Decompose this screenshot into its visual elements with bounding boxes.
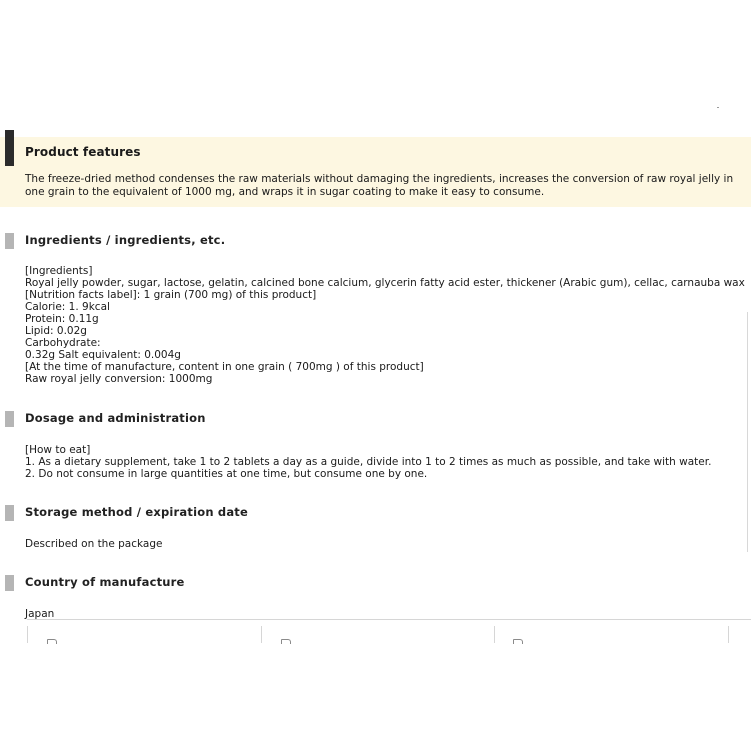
ingredients-line: 0.32g Salt equivalent: 0.004g bbox=[25, 349, 181, 361]
section-marker-bar bbox=[5, 575, 14, 591]
product-features-title: Product features bbox=[25, 145, 141, 159]
storage-title: Storage method / expiration date bbox=[25, 505, 248, 519]
ingredients-line: Carbohydrate: bbox=[25, 337, 101, 349]
tab-divider bbox=[27, 626, 28, 643]
product-features-text: The freeze-dried method condenses the raw materials without damaging the ingredients, increases the conversion of raw royal jelly in one grain to the equivalent of 1000 mg, and wraps it in sugar coating to make it easy to consume. bbox=[25, 173, 734, 198]
ingredients-line: [Nutrition facts label]: 1 grain (700 mg) of this product] bbox=[25, 289, 317, 301]
country-title: Country of manufacture bbox=[25, 575, 185, 589]
document-icon[interactable] bbox=[513, 639, 523, 644]
ingredients-line: [Ingredients] bbox=[25, 265, 93, 277]
dosage-body bbox=[25, 444, 741, 480]
ingredients-line: Lipid: 0.02g bbox=[25, 325, 87, 337]
ingredients-body bbox=[25, 265, 745, 385]
scroll-edge bbox=[747, 312, 748, 552]
document-icon[interactable] bbox=[281, 639, 291, 644]
ingredients-line: [At the time of manufacture, content in one grain ( 700mg ) of this product] bbox=[25, 361, 424, 373]
stray-mark bbox=[717, 107, 719, 108]
ingredients-line: Protein: 0.11g bbox=[25, 313, 99, 325]
dosage-line: 1. As a dietary supplement, take 1 to 2 tablets a day as a guide, divide into 1 to 2 times as much as possible, and take with water. bbox=[25, 456, 712, 468]
ingredients-line: Calorie: 1. 9kcal bbox=[25, 301, 110, 313]
document-icon[interactable] bbox=[47, 639, 57, 644]
country-text: Japan bbox=[25, 608, 55, 620]
dosage-line: 2. Do not consume in large quantities at one time, but consume one by one. bbox=[25, 468, 428, 480]
ingredients-title: Ingredients / ingredients, etc. bbox=[25, 233, 226, 247]
storage-text: Described on the package bbox=[25, 538, 163, 550]
section-marker-bar bbox=[5, 505, 14, 521]
section-marker-bar bbox=[5, 233, 14, 249]
dosage-title: Dosage and administration bbox=[25, 411, 206, 425]
bottom-tab-strip bbox=[27, 619, 751, 644]
ingredients-line: Royal jelly powder, sugar, lactose, gelatin, calcined bone calcium, glycerin fatty acid ester, thickener (Arabic gum), cellac, carnauba wax bbox=[25, 277, 745, 289]
section-marker-bar bbox=[5, 130, 14, 166]
ingredients-line: Raw royal jelly conversion: 1000mg bbox=[25, 373, 213, 385]
section-marker-bar bbox=[5, 411, 14, 427]
tab-divider bbox=[728, 626, 729, 643]
dosage-line: [How to eat] bbox=[25, 444, 91, 456]
tab-divider bbox=[261, 626, 262, 643]
tab-divider bbox=[494, 626, 495, 643]
